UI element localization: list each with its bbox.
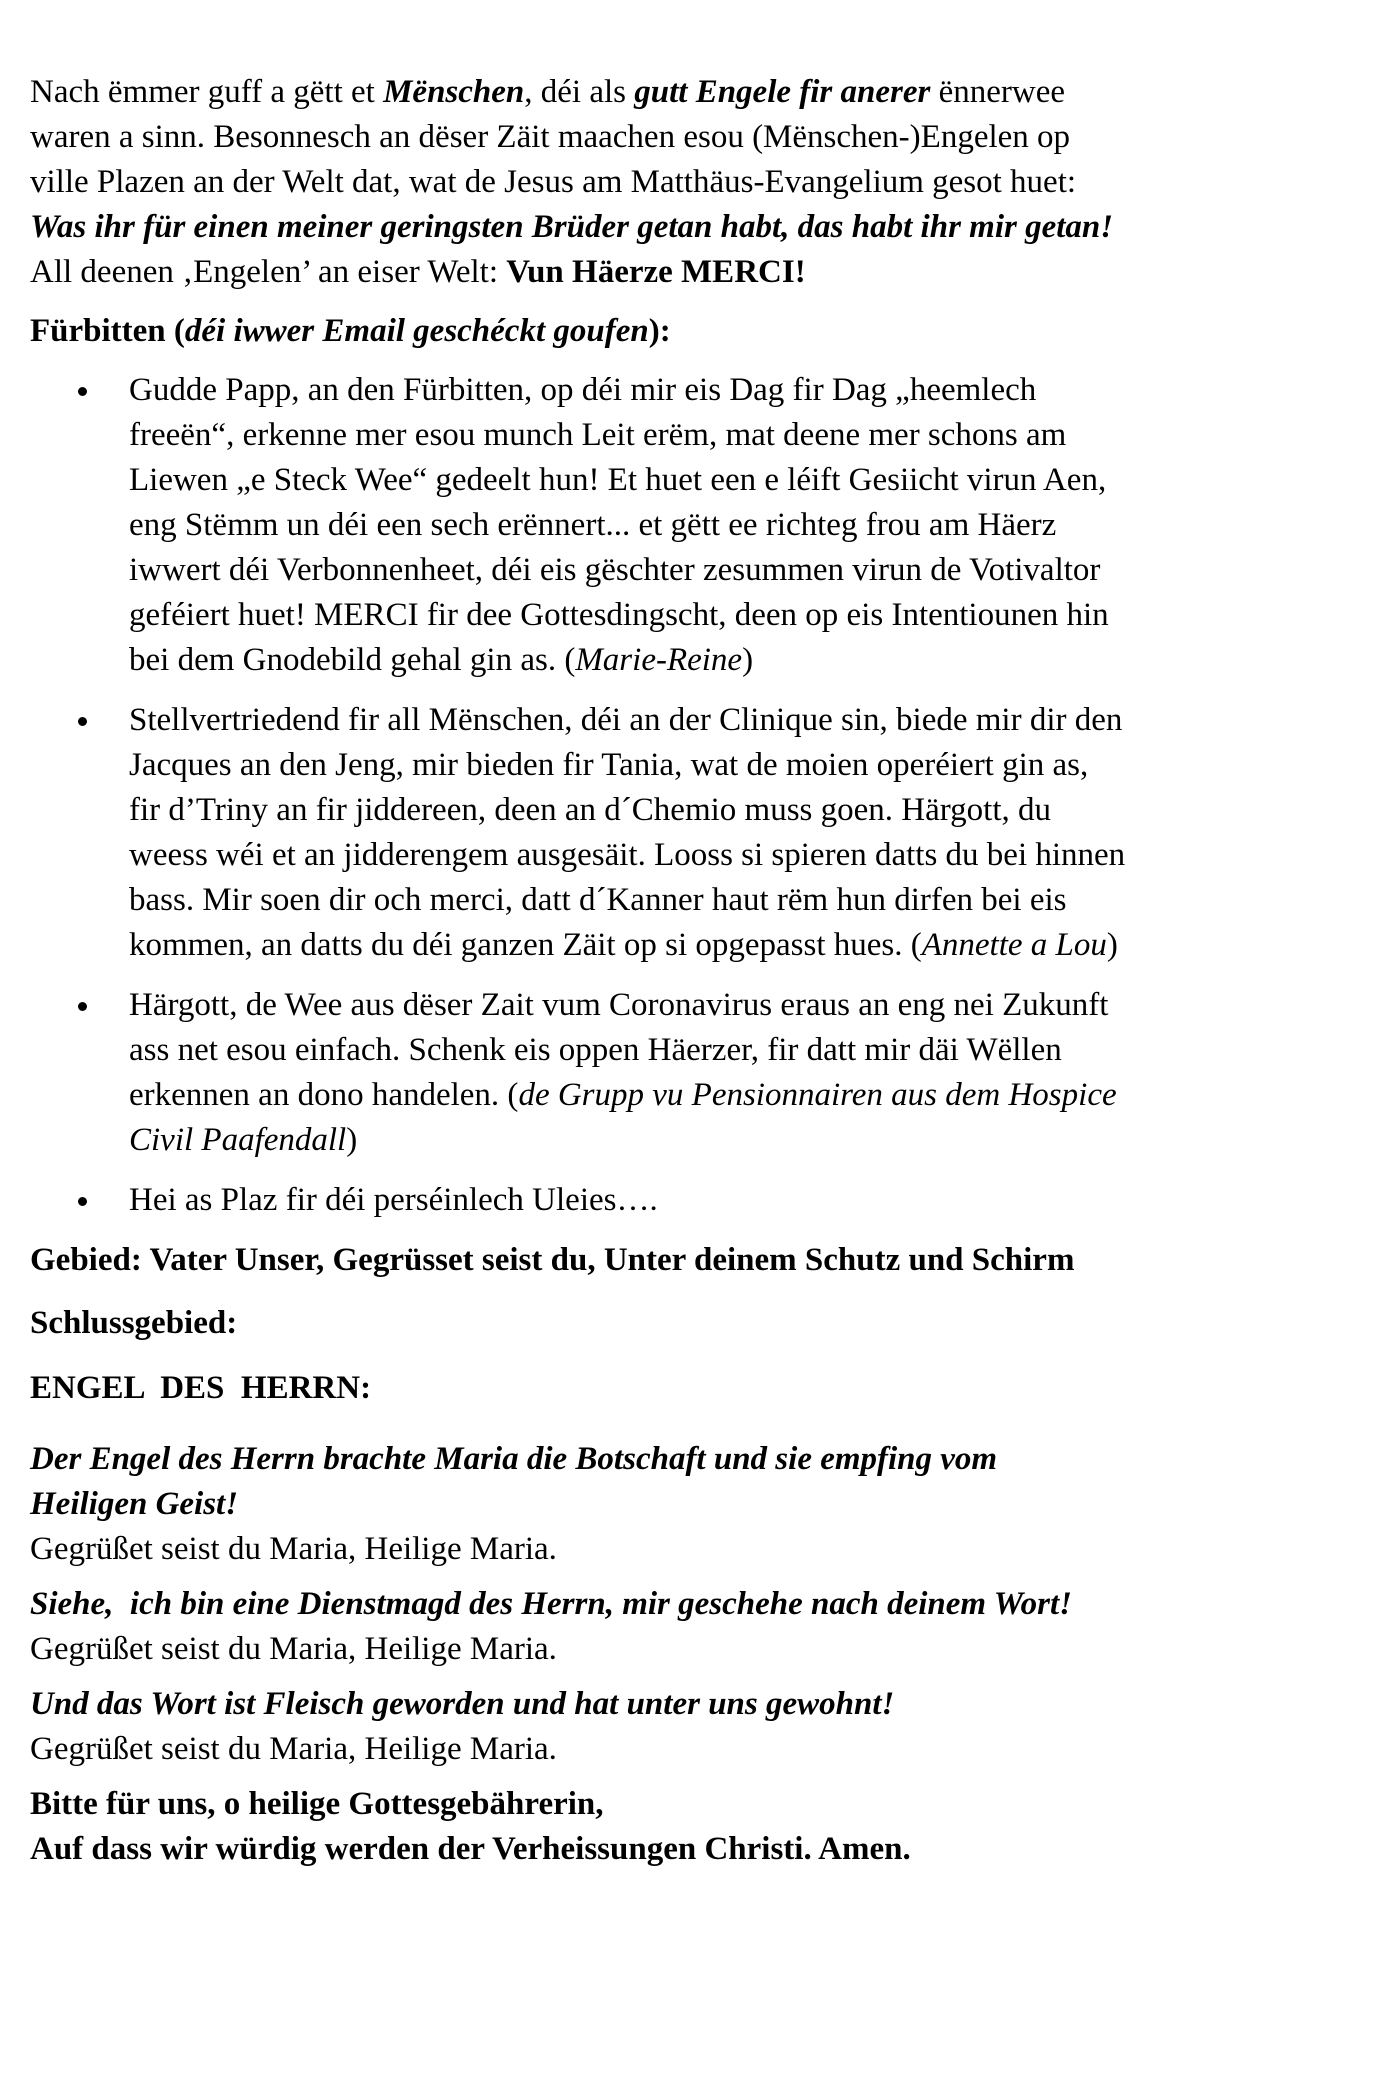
bullet-icon [78,717,87,726]
item-line [129,1073,1300,1118]
closing-line: Auf dass wir würdig werden der Verheissungen Christi. Amen. [30,1831,911,1867]
list-item [30,368,1300,683]
item-line: eng Stëmm un déi een sech erënnert... et gëtt ee richteg frou am Häerz [129,507,1057,543]
verse-line: Heiligen Geist! [30,1486,239,1522]
item-line: Stellvertriedend fir all Mënschen, déi an der Clinique sin, biede mir dir den [129,702,1123,738]
fuerbitten-heading [30,309,1300,354]
item-line: freeën“, erkenne mer esou munch Leit erëm, mat deene mer schons am [129,417,1067,453]
intro-line: waren a sinn. Besonnesch an dëser Zäit maachen esou (Mënschen-)Engelen op [30,119,1071,155]
bullet-icon [78,1197,87,1206]
item-line: bass. Mir soen dir och merci, datt d´Kanner haut rëm hun dirfen bei eis [129,882,1067,918]
verse-line: Und das Wort ist Fleisch geworden und hat unter uns gewohnt! [30,1686,895,1722]
author-name: de Grupp vu Pensionnairen aus dem Hospice [518,1077,1117,1113]
item-line: fir d’Triny an fir jiddereen, deen an d´Chemio muss goen. Härgott, du [129,792,1051,828]
text-run: ) [742,642,754,678]
item-line [129,923,1300,968]
text-run: erkennen an dono handelen. ( [129,1077,519,1113]
text-run: déi iwwer Email geschéckt goufen [184,313,649,349]
item-line: iwwert déi Verbonnenheet, déi eis gëschter zesummen virun de Votivaltor [129,552,1101,588]
verse-line: Siehe, ich bin eine Dienstmagd des Herrn, mir geschehe nach deinem Wort! [30,1586,1072,1622]
item-line: Jacques an den Jeng, mir bieden fir Tania, wat de moien operéiert gin as, [129,747,1089,783]
text-run: ) [1106,927,1118,963]
intro-line [30,250,1300,295]
emphasis-engele: gutt Engele fir anerer [634,74,931,110]
angelus-prayer [30,1437,1300,1872]
text-run: All deenen ‚Engelen’ an eiser Welt: [30,254,507,290]
text-run: ): [648,313,671,349]
item-line: Liewen „e Steck Wee“ gedeelt hun! Et huet een e léift Gesiicht virun Aen, [129,462,1107,498]
schlussgebied-heading: Schlussgebied: [30,1305,238,1341]
intro-paragraph [30,70,1300,295]
response-line: Gegrüßet seist du Maria, Heilige Maria. [30,1631,557,1667]
thanks-text: Vun Häerze MERCI! [506,254,806,290]
item-line: ass net esou einfach. Schenk eis oppen Häerzer, fir datt mir däi Wëllen [129,1032,1062,1068]
list-item [30,983,1300,1163]
text-run: bei dem Gnodebild gehal gin as. ( [129,642,576,678]
author-name: Marie-Reine [575,642,743,678]
item-line [129,638,1300,683]
engel-des-herrn-title: ENGEL DES HERRN: [30,1370,372,1406]
text-run: Fürbitten ( [30,313,185,349]
item-line: Hei as Plaz fir déi perséinlech Uleies…. [129,1182,658,1218]
document-page [30,70,1300,1872]
response-line: Gegrüßet seist du Maria, Heilige Maria. [30,1731,557,1767]
text-run: Nach ëmmer guff a gëtt et [30,74,384,110]
bullet-icon [78,387,87,396]
closing-line: Bitte für uns, o heilige Gottesgebährerin, [30,1786,604,1822]
text-run: ) [346,1122,358,1158]
list-item [30,698,1300,968]
author-name: Civil Paafendall [129,1122,347,1158]
text-run: ënnerwee [930,74,1066,110]
intro-line: ville Plazen an der Welt dat, wat de Jesus am Matthäus-Evangelium gesot huet: [30,164,1077,200]
item-line: Gudde Papp, an den Fürbitten, op déi mir eis Dag fir Dag „heemlech [129,372,1037,408]
text-run: kommen, an datts du déi ganzen Zäit op si opgepasst hues. ( [129,927,922,963]
emphasis-mensch: Mënschen [383,74,525,110]
item-line: weess wéi et an jidderengem ausgesäit. Looss si spieren datts du bei hinnen [129,837,1126,873]
item-line: Härgott, de Wee aus dëser Zait vum Coronavirus eraus an eng nei Zukunft [129,987,1109,1023]
verse-line: Der Engel des Herrn brachte Maria die Botschaft und sie empfing vom [30,1441,998,1477]
intro-line [30,70,1300,115]
gebied-line: Gebied: Vater Unser, Gegrüsset seist du, Unter deinem Schutz und Schirm [30,1242,1075,1278]
bible-quote: Was ihr für einen meiner geringsten Brüder getan habt, das habt ihr mir getan! [30,209,1114,245]
author-name: Annette a Lou [921,927,1107,963]
item-line: geféiert huet! MERCI fir dee Gottesdingscht, deen op eis Intentiounen hin [129,597,1109,633]
intentions-list [30,368,1300,1223]
response-line: Gegrüßet seist du Maria, Heilige Maria. [30,1531,557,1567]
bullet-icon [78,1002,87,1011]
text-run: , déi als [524,74,635,110]
list-item [30,1178,1300,1223]
item-line [129,1118,1300,1163]
